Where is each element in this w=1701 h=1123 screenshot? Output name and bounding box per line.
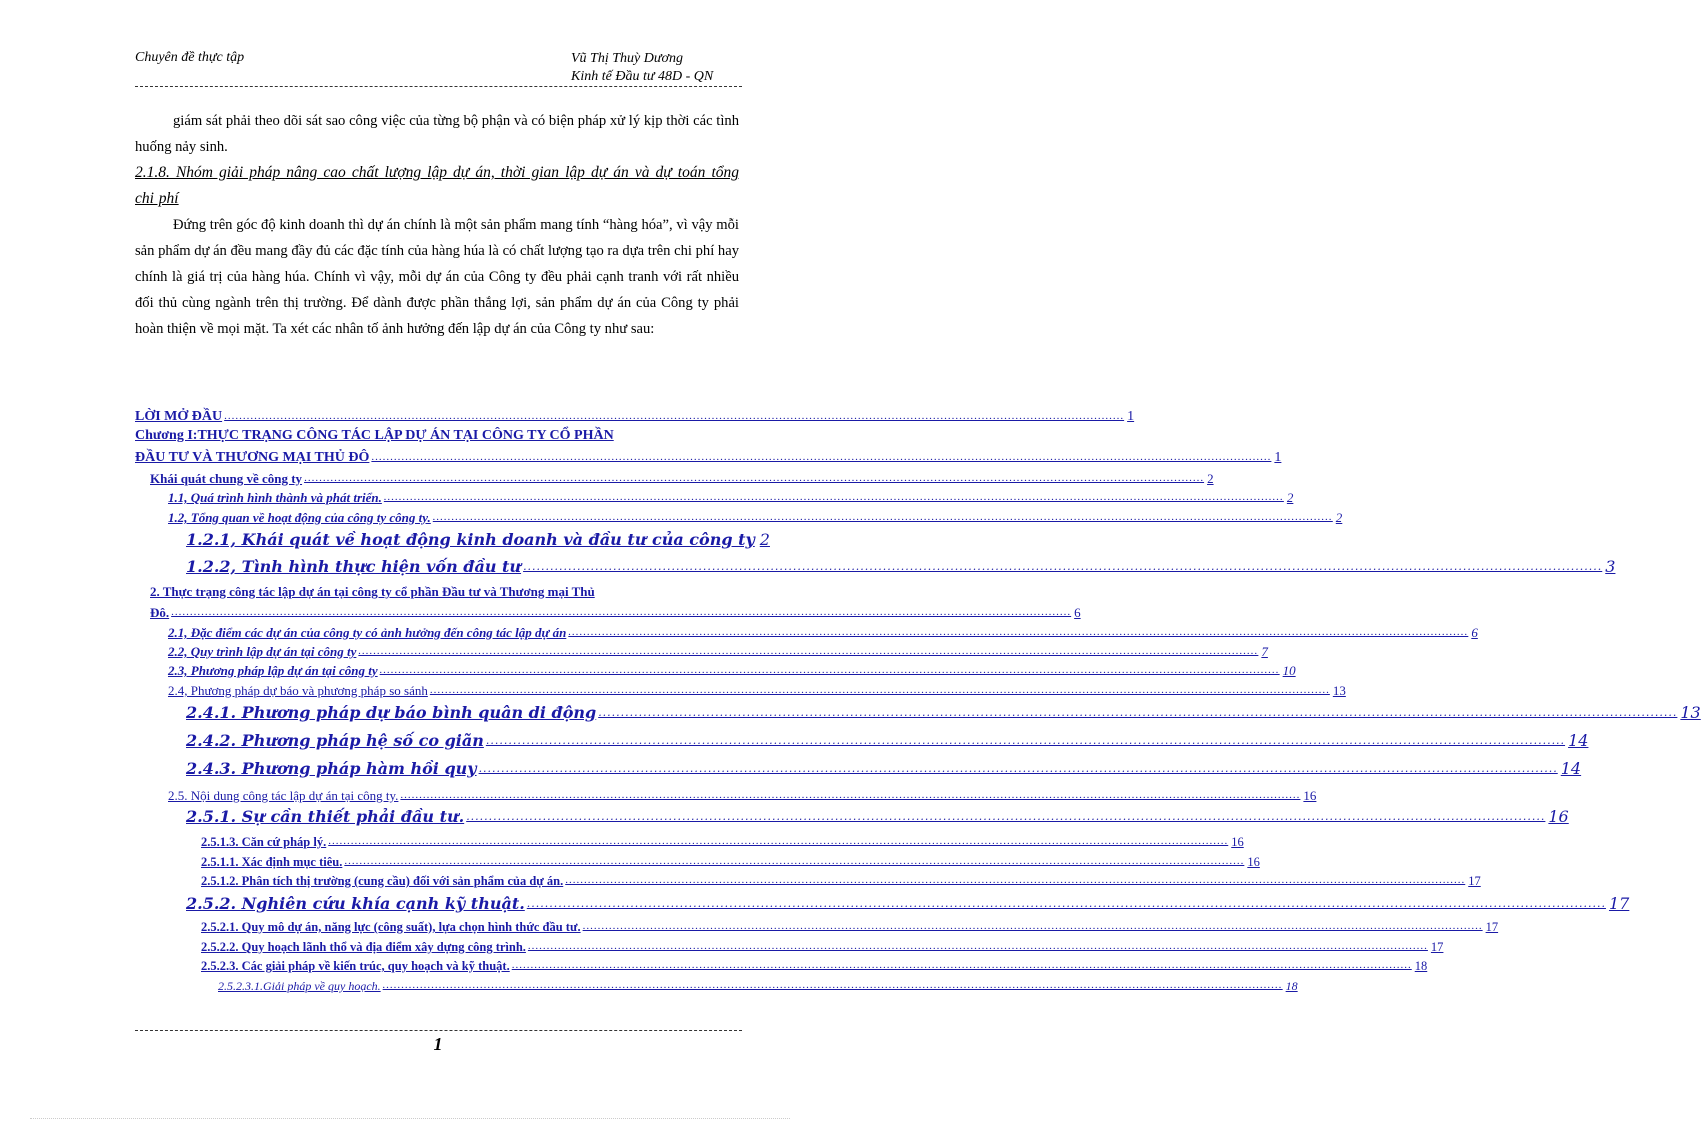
toc-entry[interactable]: 2.5.2.3. Các giải pháp về kiến trúc, quy hoạch và kỹ thuật. ..... 18 — [201, 954, 740, 974]
toc-entry[interactable]: 1.2.2, Tình hình thực hiện vốn đầu tư ..... 3 — [186, 552, 740, 576]
toc-entry[interactable]: 2.5.1.1. Xác định mục tiêu. ..... 16 — [201, 850, 740, 870]
toc-entry[interactable]: 2.3, Phương pháp lập dự án tại công ty ..... 10 — [168, 659, 740, 679]
toc-entry[interactable]: ĐẦU TƯ VÀ THƯƠNG MẠI THỦ ĐÔ ..... 1 — [135, 446, 740, 466]
toc-entry[interactable]: Đô. ..... 6 — [150, 601, 740, 621]
toc-entry[interactable]: 2.4.2. Phương pháp hệ số co giãn ..... 14 — [186, 726, 740, 750]
toc-entry[interactable]: 2.4.1. Phương pháp dự báo bình quân di động ..... 13 — [186, 698, 740, 722]
toc-entry[interactable]: 1.2.1, Khái quát về hoạt động kinh doanh và đầu tư của công ty 2 — [186, 530, 770, 549]
toc-entry[interactable]: 2.5.1.2. Phân tích thị trường (cung cầu) đối với sản phẩm của dự án. ..... 17 — [201, 869, 740, 889]
toc-entry[interactable]: 2. Thực trạng công tác lập dự án tại công ty cổ phần Đầu tư và Thương mại Thủ — [150, 584, 595, 599]
toc-entry[interactable]: 2.2, Quy trình lập dự án tại công ty ..... 7 — [168, 640, 740, 660]
header-left-title: Chuyên đề thực tập — [135, 50, 245, 65]
toc-entry[interactable]: 2.4, Phương pháp dự báo và phương pháp so sánh ..... 13 — [168, 679, 740, 699]
page-bottom-border — [30, 1118, 790, 1119]
header-class: Kinh tế Đầu tư 48D - QN — [571, 69, 714, 84]
footer-rule — [135, 1030, 742, 1031]
header-rule — [135, 86, 742, 87]
toc-entry[interactable]: 2.5.1. Sự cần thiết phải đầu tư. ..... 16 — [186, 802, 740, 826]
body-text — [135, 108, 739, 342]
toc-entry[interactable]: 2.1, Đặc điểm các dự án của công ty có ảnh hưởng đến công tác lập dự án ..... 6 — [168, 621, 740, 641]
toc-entry[interactable]: 1.1, Quá trình hình thành và phát triển. ..... 2 — [168, 486, 740, 506]
toc-entry[interactable]: 2.5.2.1. Quy mô dự án, năng lực (công suất), lựa chọn hình thức đầu tư. ..... 17 — [201, 915, 740, 935]
toc-entry[interactable]: 2.5. Nội dung công tác lập dự án tại công ty. ..... 16 — [168, 784, 740, 804]
page-number: 1 — [433, 1034, 443, 1054]
toc-entry[interactable]: 2.5.1.3. Căn cứ pháp lý. ..... 16 — [201, 830, 740, 850]
toc-entry[interactable]: 2.4.3. Phương pháp hàm hồi quy ..... 14 — [186, 754, 740, 778]
toc-entry[interactable]: Chương I:THỰC TRẠNG CÔNG TÁC LẬP DỰ ÁN TẠI CÔNG TY CỔ PHẦN — [135, 428, 614, 443]
toc-entry[interactable]: 2.5.2. Nghiên cứu khía cạnh kỹ thuật. ..... 17 — [186, 889, 740, 913]
header-author: Vũ Thị Thuỳ Dương — [571, 51, 683, 66]
toc-entry[interactable]: LỜI MỞ ĐẦU ..... 1 — [135, 405, 740, 425]
paragraph-1: giám sát phải theo dõi sát sao công việc của từng bộ phận và có biện pháp xử lý kịp thời các tình huống nảy sinh. — [135, 113, 739, 155]
toc-entry[interactable]: 2.5.2.2. Quy hoạch lãnh thổ và địa điểm xây dựng công trình. ..... 17 — [201, 935, 740, 955]
paragraph-2: Đứng trên góc độ kinh doanh thì dự án chính là một sản phẩm mang tính “hàng hóa”, vì vậy mỗi sản phẩm dự án đều mang đầy đủ các đặc tính của hàng húa là có chất lượng tạo ra dựa trên chi phí hay chính là giá trị của hàng húa. Chính vì vậy, mỗi dự án của Công ty đều phải cạnh tranh với rất nhiều đối thủ cùng ngành trên thị trường. Để dành được phần thắng lợi, sản phẩm dự án của Công ty phải hoàn thiện về mọi mặt. Ta xét các nhân tố ảnh hưởng đến lập dự án của Công ty như sau: — [135, 217, 739, 337]
toc-entry[interactable]: 1.2, Tổng quan về hoạt động của công ty công ty. ..... 2 — [168, 506, 740, 526]
header-right-block — [571, 50, 713, 86]
section-heading: 2.1.8. Nhóm giải pháp nâng cao chất lượng lập dự án, thời gian lập dự án và dự toán tổng chi phí — [135, 164, 739, 207]
toc-entry[interactable]: Khái quát chung về công ty ..... 2 — [150, 467, 740, 487]
toc-entry[interactable]: 2.5.2.3.1.Giải pháp về quy hoạch. ..... 18 — [218, 974, 740, 994]
